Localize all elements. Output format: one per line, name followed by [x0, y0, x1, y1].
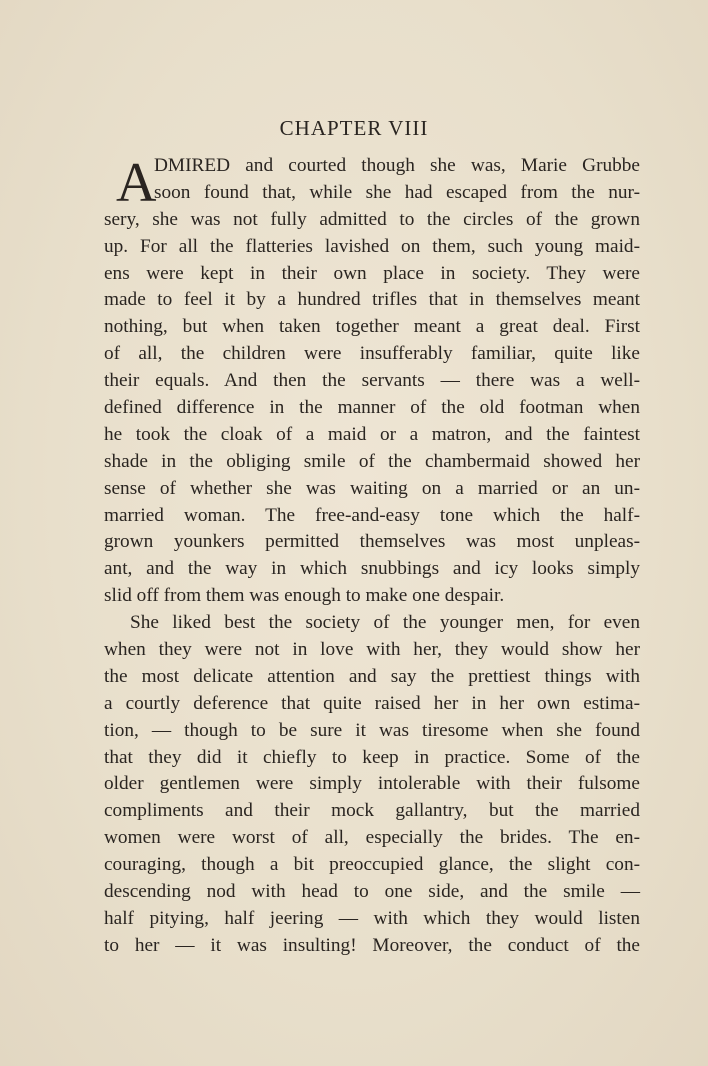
text-line: when they were not in love with her, they would show her [104, 639, 640, 661]
text-line: descending nod with head to one side, and the smile — [104, 881, 640, 903]
text-line: sense of whether she was waiting on a married or an un- [104, 477, 640, 499]
text-line: DMIRED and courted though she was, Marie Grubbe [154, 155, 640, 176]
chapter-body [104, 153, 640, 960]
text-line: soon found that, while she had escaped from the nur- [154, 181, 640, 203]
text-line: a courtly deference that quite raised her in her own estima- [104, 692, 640, 714]
text-line: up. For all the flatteries lavished on them, such young maid- [104, 235, 640, 257]
text-line: She liked best the society of the younger men, for even [130, 612, 640, 634]
text-line: couraging, though a bit preoccupied glance, the slight con- [104, 854, 640, 876]
text-line: ant, and the way in which snubbings and icy looks simply [104, 558, 640, 580]
drop-cap: A [116, 152, 157, 214]
text-line: grown younkers permitted themselves was most unpleas- [104, 531, 640, 553]
text-line: women were worst of all, especially the brides. The en- [104, 827, 640, 849]
text-line: ens were kept in their own place in society. They were [104, 262, 640, 284]
text-line: nothing, but when taken together meant a great deal. First [104, 316, 640, 338]
text-line: to her — it was insulting! Moreover, the conduct of the [104, 934, 640, 956]
text-line: tion, — though to be sure it was tiresome when she found [104, 719, 640, 741]
text-line: shade in the obliging smile of the chambermaid showed her [104, 450, 640, 472]
text-line: defined difference in the manner of the old footman when [104, 397, 640, 419]
text-line: older gentlemen were simply intolerable with their fulsome [104, 773, 640, 795]
text-line: the most delicate attention and say the prettiest things with [104, 665, 640, 687]
text-line: of all, the children were insufferably familiar, quite like [104, 343, 640, 365]
text-line: their equals. And then the servants — there was a well- [104, 370, 640, 392]
text-line: compliments and their mock gallantry, but the married [104, 800, 640, 822]
text-line: sery, she was not fully admitted to the circles of the grown [104, 208, 640, 230]
text-line: made to feel it by a hundred trifles that in themselves meant [104, 289, 640, 311]
text-line: half pitying, half jeering — with which they would listen [104, 907, 640, 929]
text-line: married woman. The free-and-easy tone which the half- [104, 504, 640, 526]
text-line: slid off from them was enough to make one despair. [104, 585, 505, 607]
chapter-title: CHAPTER VIII [279, 116, 429, 140]
text-line: he took the cloak of a maid or a matron, and the faintest [104, 423, 640, 445]
text-line: that they did it chiefly to keep in practice. Some of the [104, 746, 640, 768]
